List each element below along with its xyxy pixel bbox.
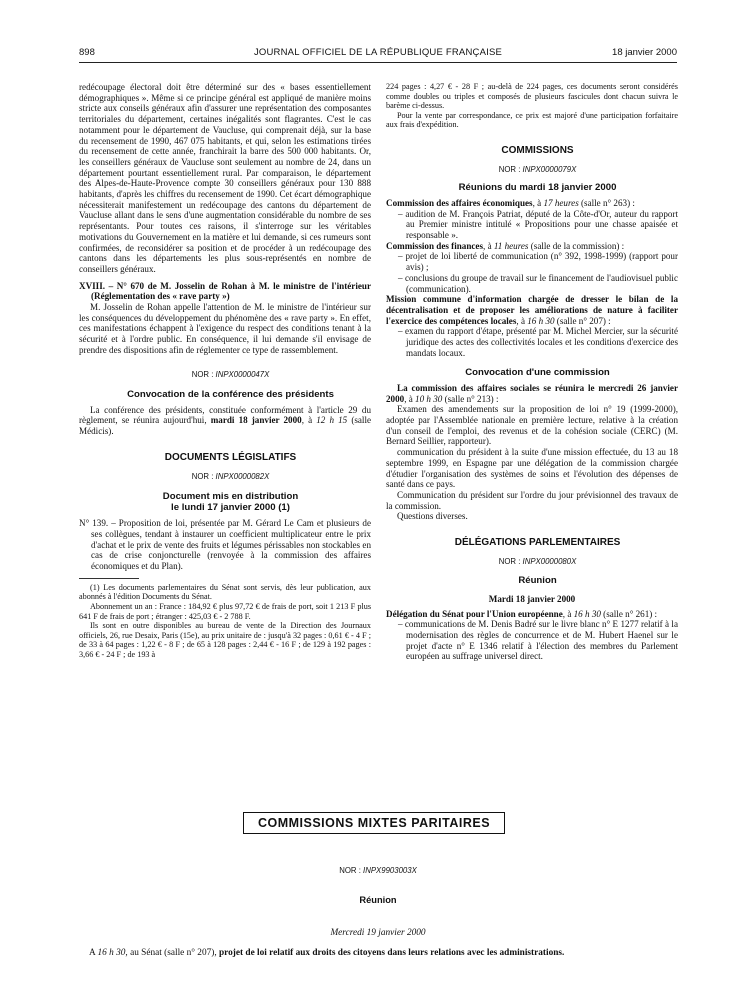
- page-number: 898: [79, 47, 95, 58]
- nor-reference: NOR : INPX0000080X: [498, 556, 577, 566]
- cmp-agenda-line: A 16 h 30, au Sénat (salle n° 207), projet de loi relatif aux droits des citoyens dans leurs relations avec les administrations.: [89, 948, 565, 958]
- commission-economic: Commission des affaires économiques, à 17 heures (salle n° 263) :: [386, 197, 635, 208]
- agenda-item: Questions diverses.: [397, 511, 468, 522]
- footnote-correspondence: Pour la vente par correspondance, ce prix est majoré d'une participation forfaitaire aux frais d'expédition.: [386, 110, 678, 130]
- agenda-item: – conclusions du groupe de travail sur le financement de l'audiovisuel public (communication).: [398, 272, 678, 294]
- document-heading: Document mis en distribution: [162, 491, 299, 503]
- proposition-139: N° 139. – Proposition de loi, présentée par M. Gérard Le Cam et plusieurs de ses collègues, tendant à instaurer un coefficient multiplicateur entre le prix d'achat et le prix de vente des fruits et légumes périssables non stockables en cas de crise conjoncturelle (renvoyée à la commission des affaires économiques et du Plan).: [79, 518, 371, 572]
- meeting-date: Mardi 18 janvier 2000: [488, 593, 576, 604]
- left-column: [79, 82, 371, 660]
- document-heading-date: le lundi 17 janvier 2000 (1): [171, 501, 290, 513]
- convocation-heading: Convocation d'une commission: [465, 367, 610, 379]
- social-commission-text: La commission des affaires sociales se réunira le mercredi 26 janvier 2000, à 10 h 30 (salle n° 213) :: [386, 382, 678, 404]
- section-heading-delegations: DÉLÉGATIONS PARLEMENTAIRES: [454, 537, 621, 549]
- agenda-item: – projet de loi liberté de communication (n° 392, 1998-1999) (rapport pour avis) ;: [398, 251, 678, 273]
- agenda-item: Communication du président sur l'ordre du jour prévisionnel des travaux de la commission.: [386, 489, 678, 511]
- meeting-heading: Réunion: [518, 575, 557, 587]
- journal-title: JOURNAL OFFICIEL DE LA RÉPUBLIQUE FRANÇAISE: [253, 47, 503, 58]
- section-heading-commissions: COMMISSIONS: [501, 144, 574, 156]
- cmp-meeting-heading: Réunion: [359, 895, 397, 905]
- question-text: M. Josselin de Rohan appelle l'attention de M. le ministre de l'intérieur sur les conséquences du développement du phénomène des « rave party ». En effet, ces manifestations échappent à l'exigence du respect des conditions tenant à la sécurité et à l'ordre public. En conséquence, il lui demande s'il envisage de prendre des dispositions afin de réglementer ce type de rassemblement.: [79, 302, 371, 355]
- issue-date: 18 janvier 2000: [612, 47, 677, 58]
- footnote-1: (1) Les documents parlementaires du Sénat sont servis, dès leur publication, aux abonnés à l'édition Documents du Sénat.: [79, 582, 371, 602]
- question-heading: XVIII. – N° 670 de M. Josselin de Rohan à M. le ministre de l'intérieur (Réglementation des « rave party »): [79, 280, 371, 302]
- mission-decentralisation: Mission commune d'information chargée de dresser le bilan de la décentralisation et de proposer les améliorations de nature à faciliter l'exercice des compétences locales, à 16 h 30 (salle n° 207) :: [386, 294, 678, 326]
- vaucluse-paragraph: redécoupage électoral doit être déterminé sur des « bases essentiellement démographiques ». Même si ce principe général est appliqué de manière moins stricte aux conseils généraux afin d'assurer une représentation des composantes territoriales du département, certaines inégalités sont flagrantes. C'est le cas notamment pour le département de Vaucluse, qui comprenait déjà, sur la base du recensement de 1990, 467 075 habitants, et qui, selon les estimations tirées du recensement de cette année, franchirait la barre des 500 000 habitants. Or, les conseillers généraux de Vaucluse sont seulement au nombre de 24, dans un département pourtant essentiellement rural. Par comparaison, le département des Alpes-de-Haute-Provence compte 30 conseillers généraux pour 130 888 habitants, d'après les chiffres du recensement de 1990. Cet écart démographique nécessiterait manifestement un redécoupage des cantons du département de Vaucluse allant dans le sens d'une augmentation considérable du nombre de ses représentants. Pour toutes ces raisons, il s'interroge sur les véritables motivations du Gouvernement en la matière et lui demande, si ces rumeurs sont confirmées, de reconsidérer sa position et de procéder à un redécoupage des cantons dans les départements les plus sous-représentés en nombre de conseillers généraux.: [79, 82, 371, 274]
- meetings-heading: Réunions du mardi 18 janvier 2000: [458, 182, 617, 194]
- agenda-item: communication du président à la suite d'une mission effectuée, du 13 au 18 septembre 1999, en Espagne par une délégation de la commission chargée d'étudier l'organisation des systèmes de soins et l'évolution des dépenses de santé dans ce pays.: [386, 447, 678, 490]
- section-heading-documents: DOCUMENTS LÉGISLATIFS: [164, 451, 297, 463]
- footnote-subscription: Abonnement un an : France : 184,92 € plus 97,72 € de frais de port, soit 1 213 F plus 641 F de frais de port ; étranger : 425,03 € - 2 788 F.: [79, 602, 371, 621]
- header-rule: [79, 62, 677, 63]
- cmp-section: [0, 812, 748, 834]
- nor-reference: NOR : INPX0000047X: [191, 369, 270, 379]
- cmp-title-box: COMMISSIONS MIXTES PARITAIRES: [243, 812, 505, 834]
- footnote-prices-continued: 224 pages : 4,27 € - 28 F ; au-delà de 224 pages, ces documents seront considérés comme doubles ou triples et composés de plusieurs fascicules dont chacun suivra le barème ci-dessus.: [386, 82, 678, 111]
- agenda-item: – examen du rapport d'étape, présenté par M. Michel Mercier, sur la sécurité juridique des actes des collectivités locales et les conditions d'exercice des mandats locaux.: [398, 326, 678, 358]
- agenda-item: – audition de M. François Patriat, député de la Côte-d'Or, auteur du rapport au Premier ministre intitulé « Propositions pour une chasse apaisée et responsable ».: [398, 208, 678, 240]
- right-column: [386, 82, 678, 662]
- section-heading-conference: Convocation de la conférence des présidents: [127, 389, 334, 401]
- delegation-eu: Délégation du Sénat pour l'Union européenne, à 16 h 30 (salle n° 261) :: [386, 608, 658, 619]
- agenda-item: Examen des amendements sur la proposition de loi n° 19 (1999-2000), adoptée par l'Assemblée nationale en première lecture, relative à la création d'un conseil de l'emploi, des revenus et de la cohésion sociale (CERC) (M. Bernard Seillier, rapporteur).: [386, 404, 678, 447]
- nor-reference: NOR : INPX0000082X: [191, 471, 270, 481]
- agenda-item: – communications de M. Denis Badré sur le livre blanc n° E 1277 relatif à la modernisation des règles de concurrence et de M. Hubert Haenel sur le projet d'acte n° E 1346 relatif à l'élection des membres du Parlement européen au suffrage universel direct.: [398, 619, 678, 662]
- footnote-rule: [79, 578, 139, 579]
- commission-finance: Commission des finances, à 11 heures (salle de la commission) :: [386, 240, 625, 251]
- cmp-date: Mercredi 19 janvier 2000: [330, 928, 426, 938]
- page-header: [79, 47, 677, 61]
- footnote-prices: Ils sont en outre disponibles au bureau de vente de la Direction des Journaux officiels, 26, rue Desaix, Paris (15e), au prix unitaire de : jusqu'à 32 pages : 0,61 € - 4 F ; de 33 à 64 pages : 1,22 € - 8 F ; de 65 à 128 pages : 2,44 € - 16 F ; de 129 à 192 pages : 3,66 € - 24 F ; de 193 à: [79, 621, 371, 659]
- conference-text: La conférence des présidents, constituée conformément à l'article 29 du règlement, se réunira aujourd'hui, mardi 18 janvier 2000, à 12 h 15 (salle Médicis).: [79, 404, 372, 437]
- nor-reference: NOR : INPX0000079X: [498, 164, 577, 174]
- cmp-nor: NOR : INPX9903003X: [339, 866, 417, 875]
